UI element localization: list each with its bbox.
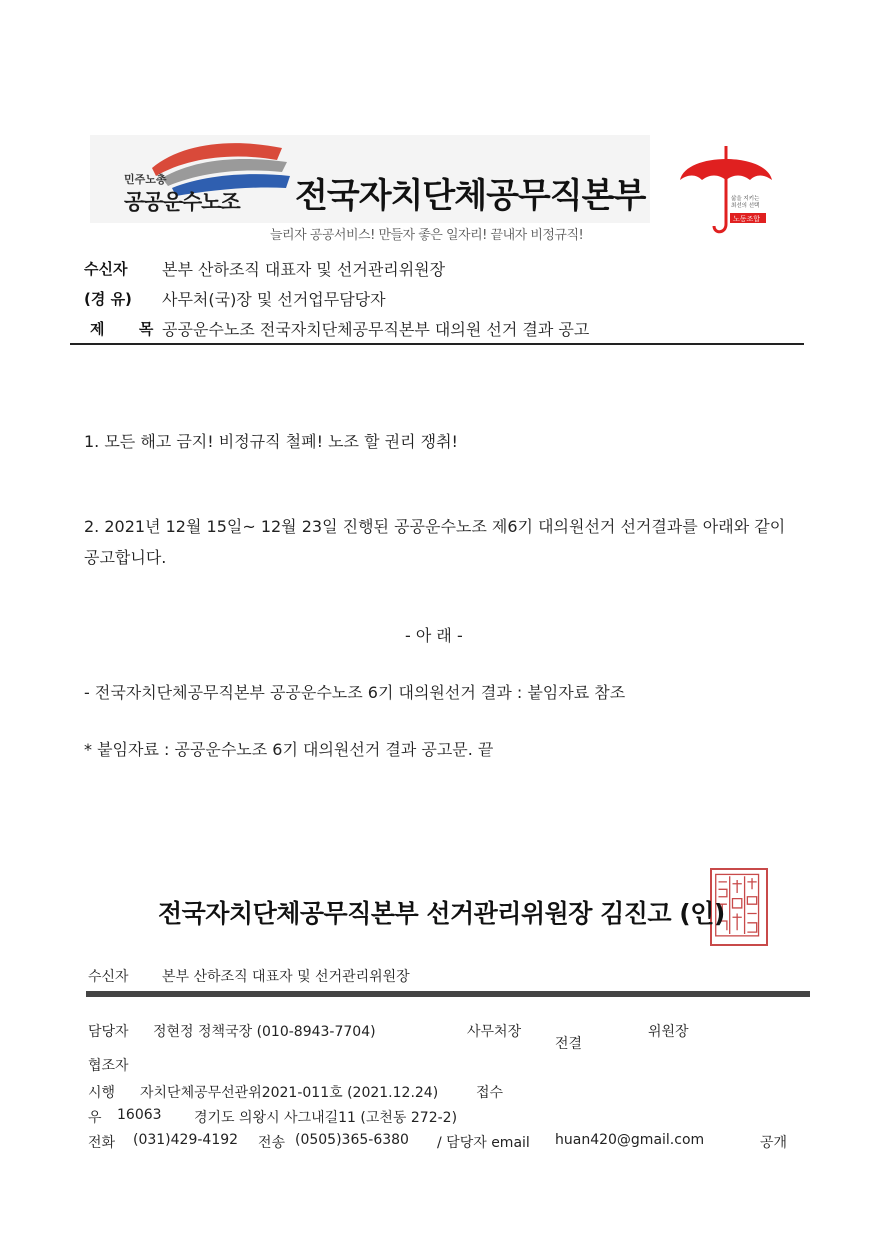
notice-item-2: * 붙임자료 : 공공운수노조 6기 대의원선거 결과 공고문. 끝 bbox=[84, 740, 494, 759]
subject-value: 공공운수노조 전국자치단체공무직본부 대의원 선거 결과 공고 bbox=[162, 320, 590, 339]
footer-recipient-value: 본부 산하조직 대표자 및 선거관리위원장 bbox=[162, 969, 410, 985]
footer-recipient-label: 수신자 bbox=[88, 969, 129, 985]
umbrella-text-1: 삶을 지키는 bbox=[731, 196, 760, 202]
fax-label: 전송 bbox=[258, 1135, 286, 1151]
umbrella-text-2: 최선의 선택 bbox=[731, 203, 760, 209]
via-label: (경 유) bbox=[84, 290, 132, 308]
footer-divider bbox=[86, 991, 810, 997]
notice-item-1: - 전국자치단체공무직본부 공공운수노조 6기 대의원선거 결과 : 붙임자료 참조 bbox=[84, 683, 626, 702]
slogan: 늘리자 공공서비스! 만들자 좋은 일자리! 끝내자 비정규직! bbox=[270, 228, 584, 243]
office-head-label: 사무처장 bbox=[467, 1024, 522, 1040]
phone-label: 전화 bbox=[88, 1135, 116, 1151]
recipient-value: 본부 산하조직 대표자 및 선거관리위원장 bbox=[162, 260, 446, 279]
signature-line: 전국자치단체공무직본부 선거관리위원장 김진고 (인) bbox=[158, 899, 725, 928]
umbrella-badge: 노동조합 bbox=[733, 215, 761, 223]
postal-label: 우 bbox=[88, 1110, 102, 1126]
issue-value: 자치단체공무선관위2021-011호 (2021.12.24) bbox=[140, 1085, 439, 1101]
issue-label: 시행 bbox=[88, 1085, 116, 1101]
umbrella-logo-icon bbox=[676, 140, 776, 236]
postal-code: 16063 bbox=[117, 1107, 162, 1123]
union-small-label: 민주노총 bbox=[124, 173, 167, 186]
email-label: / 담당자 email bbox=[437, 1135, 530, 1151]
via-value: 사무처(국)장 및 선거업무담당자 bbox=[162, 290, 386, 309]
paragraph-2: 2. 2021년 12월 15일~ 12월 23일 진행된 공공운수노조 제6기 대의원선거 선거결과를 아래와 같이 공고합니다. bbox=[84, 517, 786, 567]
staff-value: 정현정 정책국장 (010-8943-7704) bbox=[153, 1024, 376, 1040]
subject-label: 제 목 bbox=[90, 320, 162, 338]
approval-label: 전결 bbox=[555, 1036, 583, 1052]
union-name: 공공운수노조 bbox=[124, 190, 240, 214]
disclosure-label: 공개 bbox=[760, 1135, 788, 1151]
fax-value: (0505)365-6380 bbox=[295, 1132, 409, 1148]
cooperator-label: 협조자 bbox=[88, 1058, 129, 1074]
headquarters-name: 전국자치단체공무직본부 bbox=[295, 176, 646, 216]
email-link[interactable]: huan420@gmail.com bbox=[555, 1132, 705, 1148]
address: 경기도 의왕시 사그내길11 (고천동 272-2) bbox=[194, 1110, 458, 1126]
header-divider bbox=[70, 343, 804, 345]
receipt-label: 접수 bbox=[476, 1085, 504, 1101]
notice-heading: - 아 래 - bbox=[405, 626, 463, 645]
recipient-label: 수신자 bbox=[84, 260, 128, 278]
staff-label: 담당자 bbox=[88, 1024, 129, 1040]
phone-value: (031)429-4192 bbox=[133, 1132, 239, 1148]
chair-label: 위원장 bbox=[648, 1024, 689, 1040]
paragraph-1: 1. 모든 해고 금지! 비정규직 철폐! 노조 할 권리 쟁취! bbox=[84, 432, 458, 451]
